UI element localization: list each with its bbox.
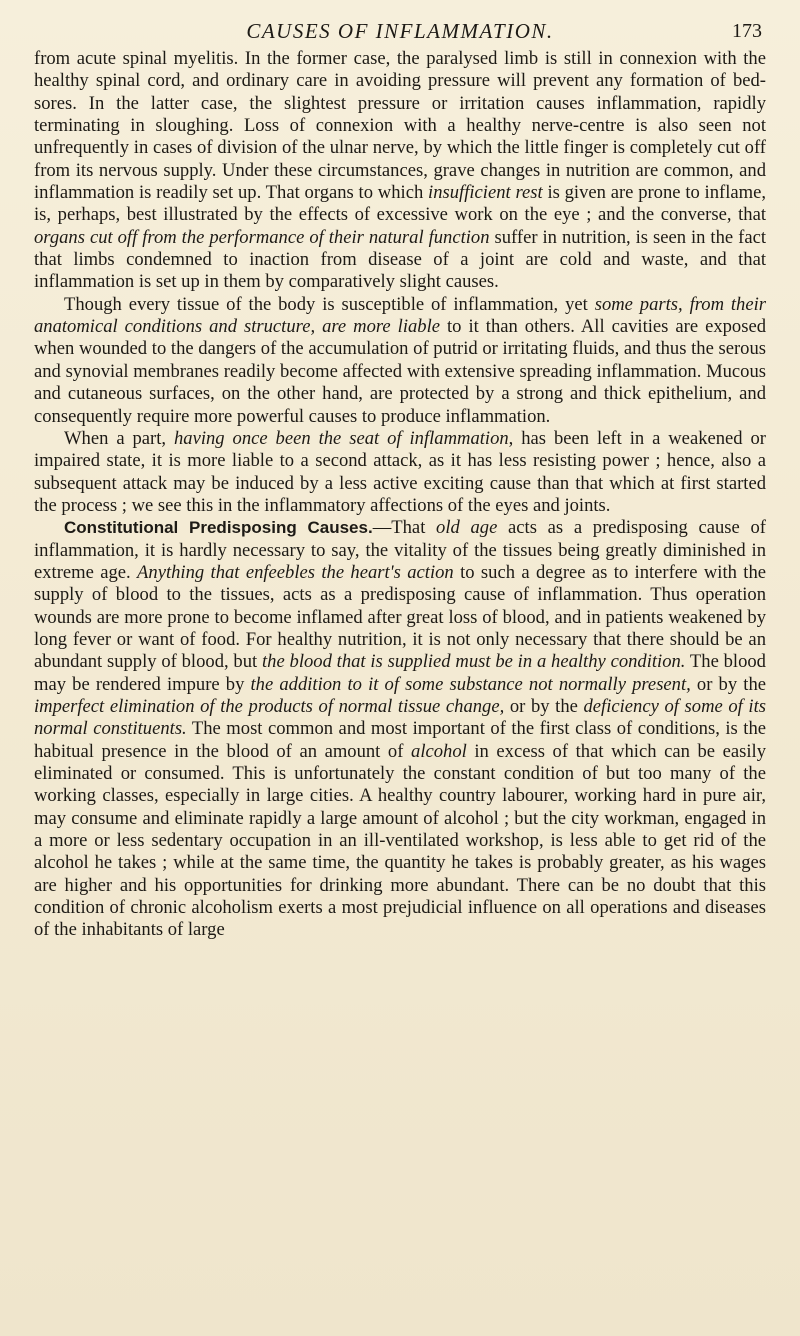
italic-phrase: organs cut off from the performance of their natural function <box>34 226 490 248</box>
italic-phrase: insufficient rest <box>428 182 543 204</box>
text-run: When a part, <box>64 427 174 449</box>
text-run: suffer in nutrition, is seen in the fact that limbs condemned to inaction from disease of a joint are cold and waste, and that inflammation is set up in them by comparatively slight causes. <box>34 226 766 293</box>
text-run: or by the <box>690 673 766 695</box>
body-text <box>34 48 766 942</box>
paragraph-tissue-susceptibility <box>34 294 766 428</box>
text-run: acts as a predisposing cause of inflammation, it is hardly necessary to say, the vitality of the tissues being greatly diminished in extreme age. <box>34 517 766 583</box>
italic-phrase: the blood that is supplied must be in a healthy condition. <box>262 651 686 673</box>
running-header <box>34 14 766 48</box>
text-run: The blood may be rendered impure by <box>34 651 766 695</box>
italic-phrase: imperfect elimination of the products of normal tissue change, <box>34 695 505 717</box>
italic-phrase: the addition to it of some substance not normally present, <box>250 673 691 695</box>
section-heading: Constitutional Predisposing Causes. <box>64 518 373 538</box>
text-run: , has been left in a weakened or impaired state, it is more liable to a second attack, as it has less resisting power ; hence, also a subsequent attack may be induced by a less active exciting cause than that which at first started the process ; we see this in the inflammatory affections of the eyes and joints. <box>34 427 767 516</box>
paragraph-spinal-connexion <box>34 48 766 294</box>
paragraph-constitutional-causes <box>34 517 766 942</box>
text-run: or by the <box>504 695 584 717</box>
text-run: is given are prone to inflame, is, perhaps, best illustrated by the effects of excessive work on the eye ; and the converse, that <box>34 182 766 226</box>
italic-phrase: some parts, from their anatomical conditions and structure, are more liable <box>34 293 767 338</box>
text-run: —That <box>372 517 437 539</box>
paragraph-second-attack <box>34 428 766 517</box>
italic-phrase: having once been the seat of inflammation <box>174 427 509 449</box>
text-run: The most common and most important of the first class of conditions, is the habitual presence in the blood of an amount of <box>34 718 766 762</box>
italic-phrase: Anything that enfeebles the heart's action <box>137 561 454 583</box>
italic-phrase: alcohol <box>411 740 467 762</box>
text-run: Though every tissue of the body is susceptible of inflammation, yet <box>64 293 595 315</box>
text-run: in excess of that which can be easily eliminated or consumed. This is unfortunately the constant condition of but too many of the working classes, especially in large cities. A healthy country labourer, working hard in pure air, may consume and eliminate rapidly a large amount of alcohol ; but the city workman, engaged in a more or less sedentary occupation in an ill-ventilated workshop, is less able to get rid of the alcohol he takes ; while at the same time, the quantity he takes is probably greater, as his wages are higher and his opportunities for drinking more abundant. There can be no doubt that this condition of chronic alcoholism exerts a most prejudicial influence on all operations and diseases of the inhabitants of large <box>34 740 766 941</box>
page-number: 173 <box>732 20 762 42</box>
text-run: from acute spinal myelitis. In the former case, the paralysed limb is still in connexion with the healthy spinal cord, and ordinary care in avoiding pressure will prevent any formation of bed-sores. In the latter case, the slightest pressure or irritation causes inflammation, rapidly terminating in sloughing. Loss of connexion with a healthy nerve-centre is also seen not unfrequently in cases of division of the ulnar nerve, by which the little finger is completely cut off from its nervous supply. Under these circumstances, grave changes in nutrition are common, and inflammation is readily set up. That organs to which <box>34 48 766 204</box>
text-run: to it than others. All cavities are exposed when wounded to the dangers of the accumulation of putrid or irritating fluids, and thus the serous and synovial membranes readily become affected with extensive spreading inflammation. Mucous and cutaneous surfaces, on the other hand, are protected by a strong and thick epithelium, and consequently require more powerful causes to produce inflammation. <box>34 316 766 427</box>
running-title: CAUSES OF INFLAMMATION. <box>246 19 554 43</box>
italic-phrase: old age <box>436 517 498 539</box>
text-run: to such a degree as to interfere with the supply of blood to the tissues, acts as a predisposing cause of inflammation. Thus operation wounds are more prone to become inflamed after great loss of blood, and in patients weakened by long fever or want of food. For healthy nutrition, it is not only necessary that there should be an abundant supply of blood, but <box>34 561 766 673</box>
italic-phrase: deficiency of some of its normal constituents. <box>34 695 767 740</box>
